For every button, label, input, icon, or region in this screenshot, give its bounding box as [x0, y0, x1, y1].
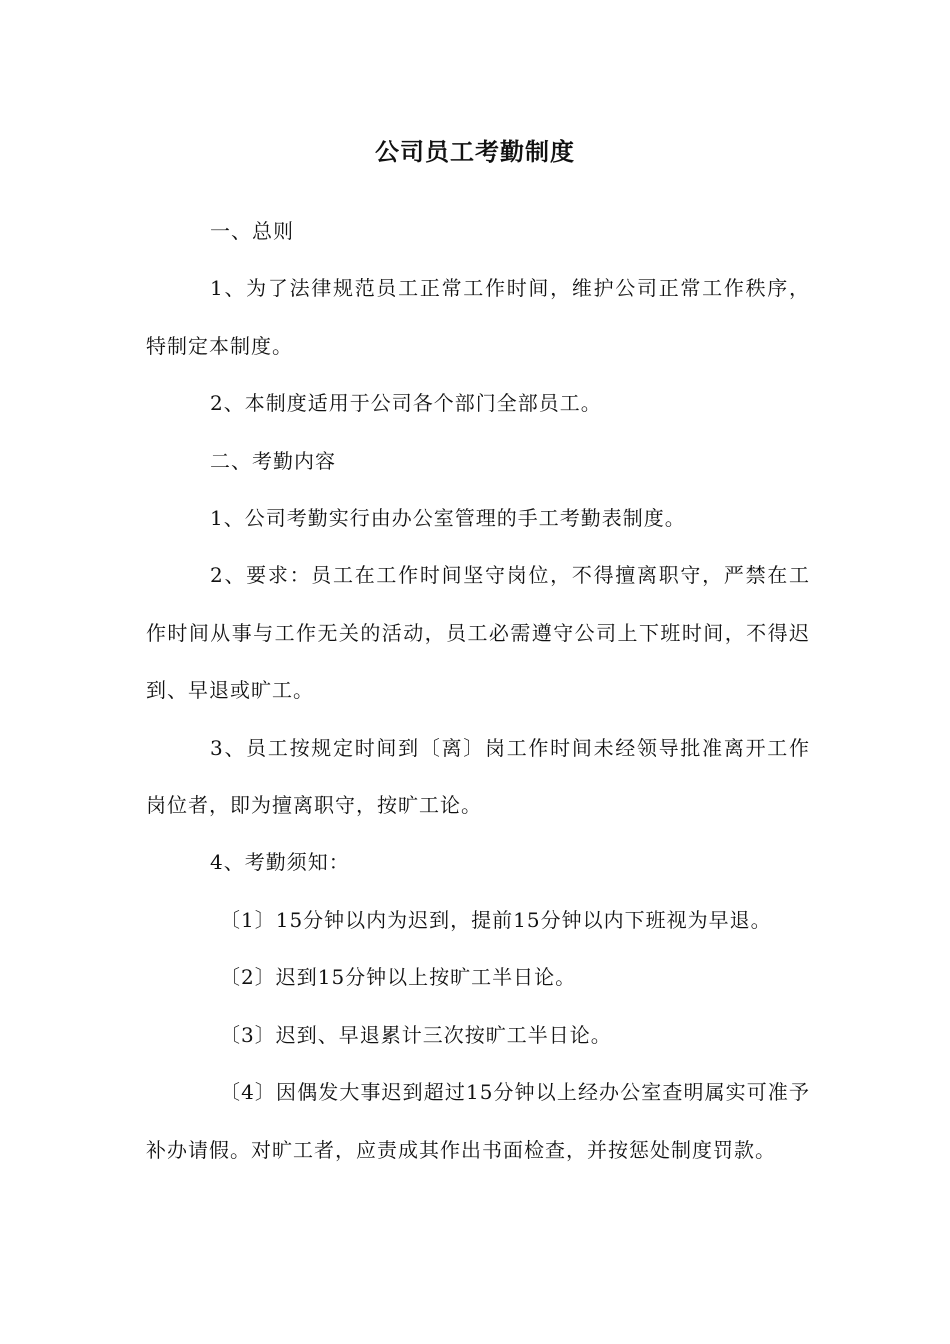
notice-3: 〔3〕迟到、早退累计三次按旷工半日论。 — [220, 1022, 612, 1047]
general-item-1: 1、为了法律规范员工正常工作时间，维护公司正常工作秩序，特制定本制度。 — [146, 276, 810, 358]
section-general-heading: 一、总则 — [210, 219, 294, 243]
document-title: 公司员工考勤制度 — [375, 138, 575, 166]
document-body — [146, 203, 810, 1179]
attendance-item-3: 3、员工按规定时间到〔离〕岗工作时间未经领导批准离开工作岗位者，即为擅离职守，按旷工论。 — [146, 735, 810, 818]
attendance-item-4: 4、考勤须知： — [210, 850, 350, 875]
notice-2: 〔2〕迟到15分钟以上按旷工半日论。 — [220, 965, 577, 990]
attendance-item-1: 1、公司考勤实行由办公室管理的手工考勤表制度。 — [210, 506, 686, 531]
notice-1: 〔1〕15分钟以内为迟到，提前15分钟以内下班视为早退。 — [220, 907, 772, 932]
attendance-item-2: 2、要求：员工在工作时间坚守岗位，不得擅离职守，严禁在工作时间从事与工作无关的活动，员工必需遵守公司上下班时间，不得迟到、早退或旷工。 — [146, 563, 810, 703]
section-attendance-heading: 二、考勤内容 — [210, 448, 336, 473]
notice-4: 〔4〕因偶发大事迟到超过15分钟以上经办公室查明属实可准予补办请假。对旷工者，应责成其作出书面检查，并按惩处制度罚款。 — [146, 1080, 810, 1162]
general-item-2: 2、本制度适用于公司各个部门全部员工。 — [210, 391, 602, 416]
